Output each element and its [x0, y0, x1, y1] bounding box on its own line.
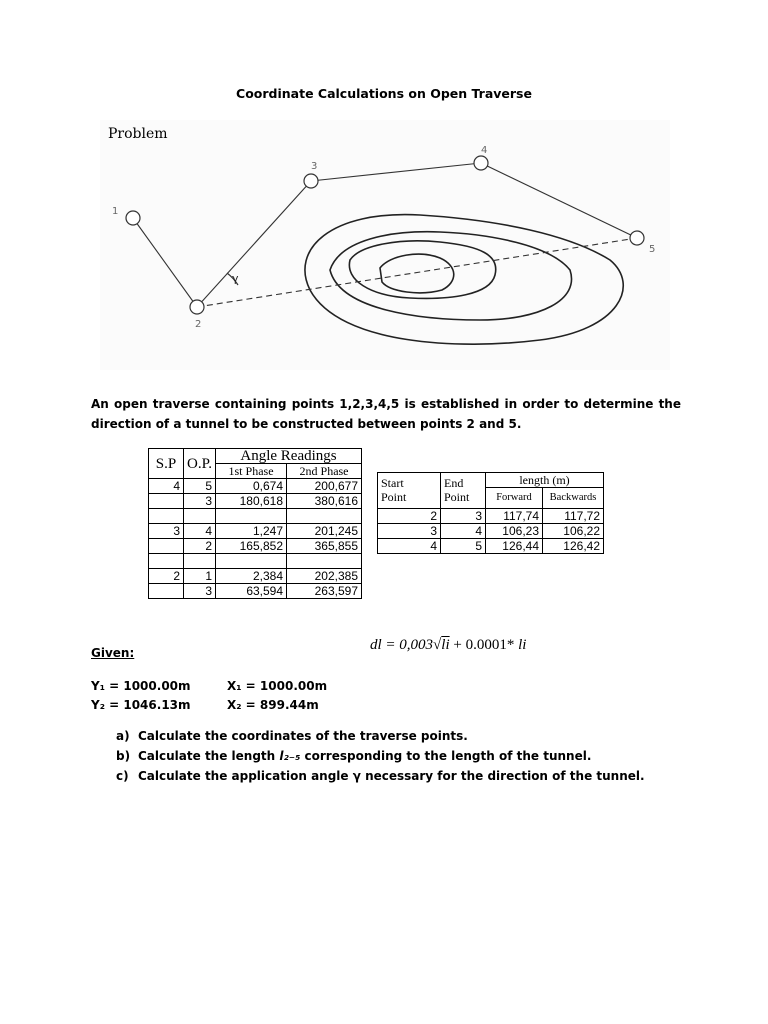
task-b-text [138, 746, 591, 766]
start-cell: 2 [378, 509, 441, 524]
op-cell: 3 [184, 494, 216, 509]
start-cell: 4 [378, 539, 441, 554]
phase2-cell: 365,855 [287, 539, 362, 554]
sp-cell: 3 [149, 524, 184, 539]
phase1-cell: 180,618 [216, 494, 287, 509]
traverse-figure [100, 120, 670, 370]
list-item [116, 726, 645, 746]
col-phase1-header: 1st Phase [216, 464, 287, 479]
end-cell: 3 [441, 509, 486, 524]
col-phase2-header: 2nd Phase [287, 464, 362, 479]
col-end-header-line1: End [444, 476, 464, 490]
angle-readings-table [148, 448, 362, 599]
phase2-cell: 263,597 [287, 584, 362, 599]
page-title: Coordinate Calculations on Open Traverse [236, 86, 532, 101]
end-cell: 5 [441, 539, 486, 554]
point-4-label: 4 [481, 145, 488, 156]
forward-cell: 106,23 [486, 524, 543, 539]
given-x1: X₁ = 1000.00m [227, 679, 328, 693]
task-c-label: c) [116, 769, 129, 783]
station-5-marker [630, 231, 644, 245]
col-backward-header: Backwards [543, 488, 604, 509]
length-header: length (m) [486, 473, 604, 488]
task-b-text-pre: Calculate the length [138, 749, 280, 763]
gamma-angle-label: γ [232, 272, 239, 285]
table-row [378, 524, 604, 539]
point-5-label: 5 [649, 244, 656, 255]
col-start-header-line2: Point [381, 490, 407, 504]
phase2-cell: 380,616 [287, 494, 362, 509]
table-row [149, 569, 362, 584]
table-row [378, 509, 604, 524]
table-row [149, 524, 362, 539]
op-cell: 2 [184, 539, 216, 554]
backward-cell: 117,72 [543, 509, 604, 524]
formula-rest: + 0.0001* [449, 637, 519, 653]
station-3-marker [304, 174, 318, 188]
task-b-symbol: l₂₋₅ [279, 749, 301, 763]
task-b-label: b) [116, 749, 131, 763]
op-cell: 5 [184, 479, 216, 494]
formula-lhs: dl = 0,003 [370, 637, 434, 653]
formula-tail: li [518, 637, 527, 653]
phase1-cell: 1,247 [216, 524, 287, 539]
col-op-header: O.P. [184, 449, 216, 479]
given-y2: Y₂ = 1046.13m [91, 698, 191, 712]
given-x2: X₂ = 899.44m [227, 698, 319, 712]
table-spacer-row [149, 554, 362, 569]
task-b-text-post: corresponding to the length of the tunnel. [300, 749, 592, 763]
backward-cell: 106,22 [543, 524, 604, 539]
phase2-cell: 202,385 [287, 569, 362, 584]
col-sp-header: S.P [149, 449, 184, 479]
table-row [378, 539, 604, 554]
formula-root: li [441, 637, 450, 653]
list-item [116, 766, 645, 786]
end-cell: 4 [441, 524, 486, 539]
phase1-cell: 0,674 [216, 479, 287, 494]
table-row [149, 479, 362, 494]
backward-cell: 126,42 [543, 539, 604, 554]
op-cell: 3 [184, 584, 216, 599]
sqrt-sign: √ [433, 637, 442, 653]
sp-cell: 4 [149, 479, 184, 494]
op-cell: 4 [184, 524, 216, 539]
col-start-header [378, 473, 441, 509]
start-cell: 3 [378, 524, 441, 539]
col-end-header-line2: Point [444, 490, 470, 504]
task-c-text: Calculate the application angle γ necessary for the direction of the tunnel. [138, 769, 645, 783]
problem-label: Problem [108, 126, 168, 142]
forward-cell: 126,44 [486, 539, 543, 554]
intro-paragraph: An open traverse containing points 1,2,3,4,5 is established in order to determine the direction of a tunnel to be constructed between points 2 and 5. [91, 397, 681, 431]
task-list [116, 726, 645, 786]
op-cell: 1 [184, 569, 216, 584]
phase2-cell: 200,677 [287, 479, 362, 494]
col-forward-header: Forward [486, 488, 543, 509]
forward-cell: 117,74 [486, 509, 543, 524]
station-2-marker [190, 300, 204, 314]
angle-readings-header: Angle Readings [216, 449, 362, 464]
error-formula [370, 637, 526, 654]
given-label: Given: [91, 646, 135, 660]
table-spacer-row [149, 509, 362, 524]
point-3-label: 3 [311, 161, 318, 172]
length-table [377, 472, 604, 554]
point-1-label: 1 [112, 206, 119, 217]
table-row [149, 494, 362, 509]
table-row [149, 584, 362, 599]
phase2-cell: 201,245 [287, 524, 362, 539]
station-1-marker [126, 211, 140, 225]
col-start-header-line1: Start [381, 476, 404, 490]
phase1-cell: 63,594 [216, 584, 287, 599]
table-row [149, 539, 362, 554]
list-item [116, 746, 645, 766]
phase1-cell: 165,852 [216, 539, 287, 554]
task-a-label: a) [116, 729, 130, 743]
col-end-header [441, 473, 486, 509]
task-a-text: Calculate the coordinates of the traverse points. [138, 729, 468, 743]
station-4-marker [474, 156, 488, 170]
sp-cell: 2 [149, 569, 184, 584]
point-2-label: 2 [195, 319, 202, 330]
phase1-cell: 2,384 [216, 569, 287, 584]
given-y1: Y₁ = 1000.00m [91, 679, 191, 693]
